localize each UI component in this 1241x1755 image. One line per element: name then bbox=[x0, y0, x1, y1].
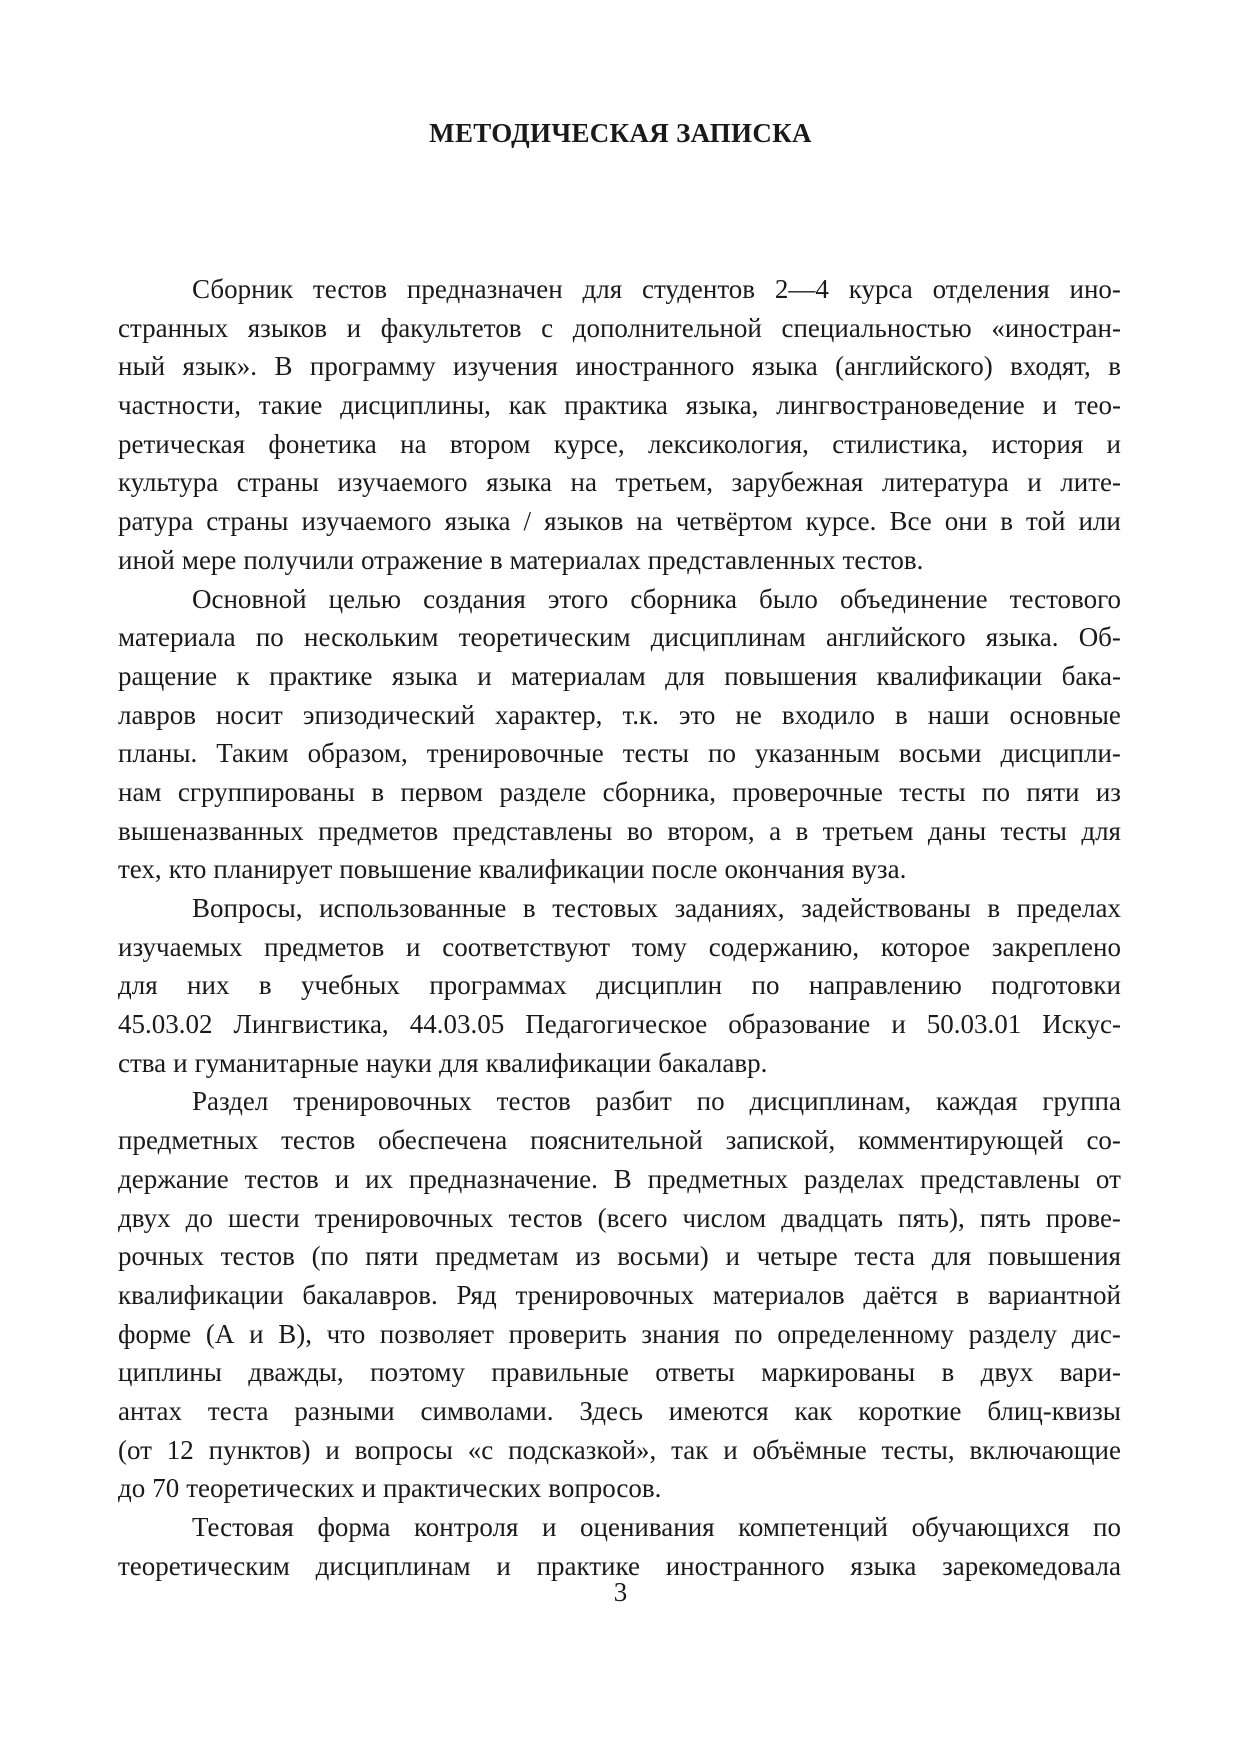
text-line: Тестовая форма контроля и оценивания компетенций обучающихся по bbox=[192, 1512, 1121, 1542]
text-line: странных языков и факультетов с дополнительной специальностью «иностран- bbox=[118, 312, 1121, 343]
text-line: ращение к практике языка и материалам для повышения квалификации бака- bbox=[118, 660, 1121, 691]
text-line: антах теста разными символами. Здесь имеются как короткие блиц-квизы bbox=[118, 1395, 1121, 1426]
text-line: ретическая фонетика на втором курсе, лексикология, стилистика, история и bbox=[118, 428, 1121, 459]
text-line: нам сгруппированы в первом разделе сборника, проверочные тесты по пяти из bbox=[118, 776, 1121, 807]
text-line: иной мере получили отражение в материалах представленных тестов. bbox=[118, 544, 924, 575]
text-line: частности, такие дисциплины, как практика языка, лингвострановедение и тео- bbox=[118, 390, 1121, 421]
text-line: двух до шести тренировочных тестов (всего числом двадцать пять), пять прове- bbox=[118, 1202, 1121, 1233]
text-line: Сборник тестов предназначен для студентов 2—4 курса отделения ино- bbox=[192, 274, 1121, 304]
page-title: МЕТОДИЧЕСКАЯ ЗАПИСКА bbox=[429, 118, 812, 148]
text-line: до 70 теоретических и практических вопросов. bbox=[118, 1473, 662, 1504]
text-line: изучаемых предметов и соответствуют тому содержанию, которое закреплено bbox=[118, 931, 1121, 962]
text-line: теоретическим дисциплинам и практике иностранного языка зарекомедовала bbox=[118, 1550, 1121, 1581]
text-line: квалификации бакалавров. Ряд тренировочных материалов даётся в вариантной bbox=[118, 1279, 1121, 1310]
text-line: лавров носит эпизодический характер, т.к. это не входило в наши основные bbox=[118, 699, 1121, 730]
text-line: Вопросы, использованные в тестовых заданиях, задействованы в пределах bbox=[192, 893, 1121, 923]
text-line: рочных тестов (по пяти предметам из восьми) и четыре теста для повышения bbox=[118, 1241, 1121, 1272]
text-line: держание тестов и их предназначение. В предметных разделах представлены от bbox=[118, 1163, 1121, 1194]
page-number: 3 bbox=[613, 1577, 628, 1607]
text-line: ный язык». В программу изучения иностранного языка (английского) входят, в bbox=[118, 351, 1121, 382]
text-line: ства и гуманитарные науки для квалификации бакалавр. bbox=[118, 1047, 768, 1078]
text-line: планы. Таким образом, тренировочные тесты по указанным восьми дисципли- bbox=[118, 738, 1121, 769]
text-line: Основной целью создания этого сборника было объединение тестового bbox=[192, 583, 1121, 614]
text-line: Раздел тренировочных тестов разбит по дисциплинам, каждая группа bbox=[192, 1086, 1121, 1117]
text-line: циплины дважды, поэтому правильные ответы маркированы в двух вари- bbox=[118, 1357, 1121, 1388]
text-line: материала по нескольким теоретическим дисциплинам английского языка. Об- bbox=[118, 622, 1121, 653]
text-line: культура страны изучаемого языка на третьем, зарубежная литература и лите- bbox=[118, 467, 1121, 498]
body-text bbox=[118, 270, 1121, 1585]
text-line: для них в учебных программах дисциплин по направлению подготовки bbox=[118, 970, 1121, 1001]
text-line: тех, кто планирует повышение квалификации после окончания вуза. bbox=[118, 854, 907, 885]
text-line: предметных тестов обеспечена пояснительной запиской, комментирующей со- bbox=[118, 1125, 1121, 1156]
text-line: ратура страны изучаемого языка / языков на четвёртом курсе. Все они в той или bbox=[118, 506, 1121, 537]
text-line: (от 12 пунктов) и вопросы «с подсказкой», так и объёмные тесты, включающие bbox=[118, 1434, 1121, 1465]
text-line: форме (А и В), что позволяет проверить знания по определенному разделу дис- bbox=[118, 1318, 1121, 1349]
text-line: вышеназванных предметов представлены во втором, а в третьем даны тесты для bbox=[118, 815, 1121, 846]
text-line: 45.03.02 Лингвистика, 44.03.05 Педагогическое образование и 50.03.01 Искус- bbox=[118, 1009, 1121, 1040]
